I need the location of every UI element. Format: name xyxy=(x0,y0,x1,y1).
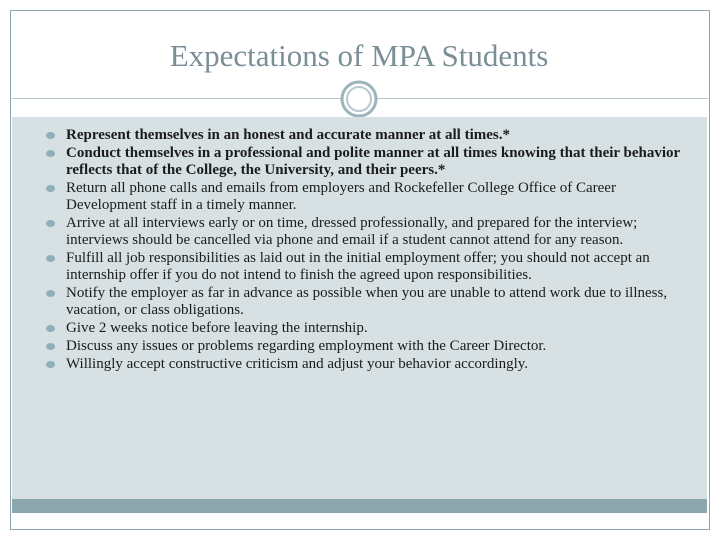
slide-title: Expectations of MPA Students xyxy=(169,38,549,73)
bullet-icon xyxy=(46,132,55,139)
bullet-icon xyxy=(46,255,55,262)
bullet-item xyxy=(66,250,696,284)
bullet-item xyxy=(66,320,696,337)
bullet-item xyxy=(66,338,696,355)
bullet-item xyxy=(66,356,696,373)
bullet-icon xyxy=(46,325,55,332)
bullet-text: Discuss any issues or problems regarding employment with the Career Director. xyxy=(66,338,547,354)
bullet-icon xyxy=(46,185,55,192)
bullet-text: Arrive at all interviews early or on time, dressed professionally, and prepared for the interview; interviews should be cancelled via phone and email if a student cannot attend for any reason. xyxy=(66,215,638,248)
bullet-icon xyxy=(46,290,55,297)
bullet-icon xyxy=(46,220,55,227)
bullet-text: Conduct themselves in a professional and polite manner at all times knowing that their behavior reflects that of the College, the University, and their peers.* xyxy=(66,145,680,178)
bullet-item xyxy=(66,180,696,214)
bullet-list xyxy=(66,127,696,374)
circle-ornament-icon xyxy=(339,79,379,119)
bullet-icon xyxy=(46,343,55,350)
footer-bar xyxy=(12,499,707,513)
bullet-text: Give 2 weeks notice before leaving the internship. xyxy=(66,320,368,336)
bullet-text: Fulfill all job responsibilities as laid out in the initial employment offer; you should not accept an internship offer if you do not intend to finish the agreed upon responsibilities. xyxy=(66,250,650,283)
bullet-text: Return all phone calls and emails from employers and Rockefeller College Office of Career Development staff in a timely manner. xyxy=(66,180,616,213)
bullet-text: Represent themselves in an honest and accurate manner at all times.* xyxy=(66,127,510,143)
bullet-icon xyxy=(46,361,55,368)
bullet-text: Notify the employer as far in advance as possible when you are unable to attend work due to illness, vacation, or class obligations. xyxy=(66,285,668,318)
bullet-text: Willingly accept constructive criticism and adjust your behavior accordingly. xyxy=(66,356,529,372)
content-panel xyxy=(12,117,707,499)
bullet-item xyxy=(66,127,696,144)
bullet-item xyxy=(66,215,696,249)
bullet-item xyxy=(66,145,696,179)
bullet-item xyxy=(66,285,696,319)
bullet-icon xyxy=(46,150,55,157)
